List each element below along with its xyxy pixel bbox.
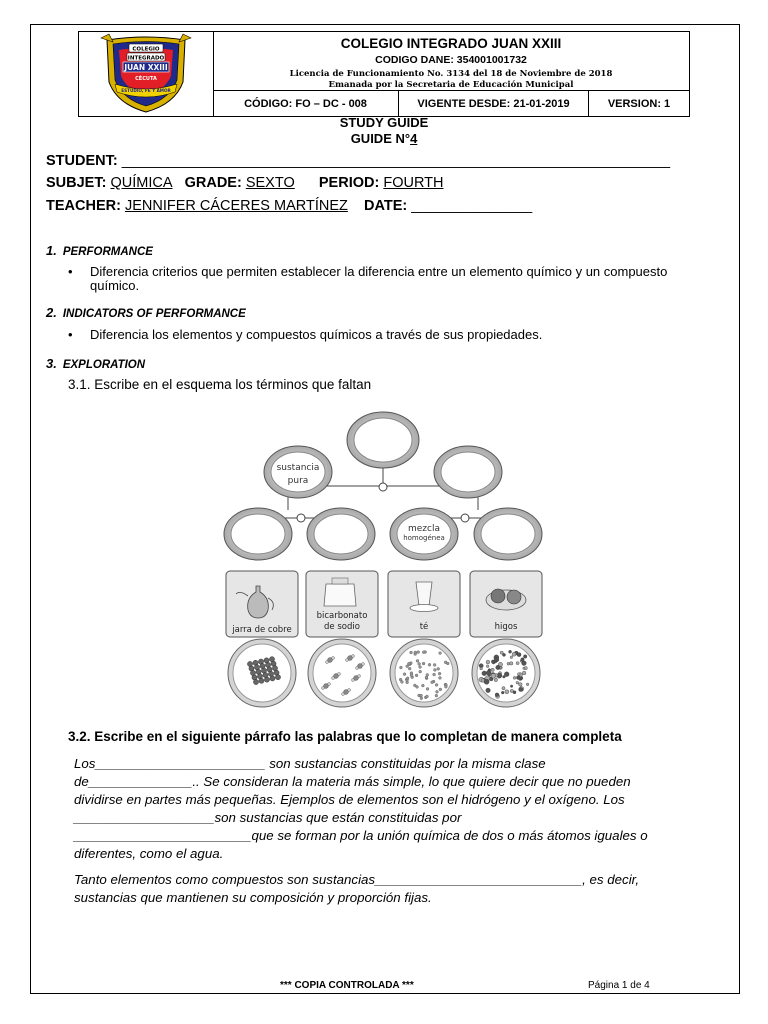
vigente-desde: VIGENTE DESDE: 21-01-2019 xyxy=(399,91,589,117)
question-3-1: 3.1. Escribe en el esquema los términos que faltan xyxy=(68,377,372,392)
header-code-row xyxy=(213,90,689,117)
student-line xyxy=(46,153,670,169)
guide-number xyxy=(0,131,768,146)
oval-label: sustancia xyxy=(276,463,320,473)
section-title: EXPLORATION xyxy=(62,359,146,371)
paragraph-line[interactable]: Tanto elementos como compuestos son sustancias____________________________, es decir, xyxy=(74,872,640,887)
study-guide-title: STUDY GUIDE xyxy=(339,115,429,130)
box-label-bicarbonato: bicarbonato xyxy=(316,611,368,621)
grade-value: SEXTO xyxy=(245,175,295,191)
paragraph-line[interactable]: ___________________son sustancias que están constituidas por xyxy=(74,810,462,825)
guide-num: 4 xyxy=(410,131,418,146)
subjet-label: SUBJET: xyxy=(46,175,107,191)
box-label-jarra: jarra de cobre xyxy=(232,625,292,635)
logo-text-motto: ESTUDIO, FE Y AMOR xyxy=(121,88,171,93)
subjet-value: QUÍMICA xyxy=(110,175,173,191)
section-indicators xyxy=(46,305,246,320)
school-shield-logo xyxy=(79,32,213,116)
question-3-2: 3.2. Escribe en el siguiente párrafo las palabras que lo completan de manera completa xyxy=(68,729,622,744)
section-number: 3. xyxy=(46,356,57,371)
doc-code: CÓDIGO: FO – DC - 008 xyxy=(213,91,399,117)
document-header xyxy=(78,31,690,117)
box-label-de-sodio: de sodio xyxy=(324,622,360,632)
teacher-value: JENNIFER CÁCERES MARTÍNEZ xyxy=(124,198,348,214)
student-blank[interactable]: ____________________________________________________________________ xyxy=(121,153,671,169)
fill-paragraph-1 xyxy=(74,755,724,863)
oval-label: homogénea xyxy=(403,534,445,542)
school-name: COLEGIO INTEGRADO JUAN XXIII xyxy=(340,36,562,51)
teacher-label: TEACHER: xyxy=(46,198,121,214)
section-exploration xyxy=(46,356,145,371)
fill-paragraph-2 xyxy=(74,871,724,907)
student-label: STUDENT: xyxy=(46,153,118,169)
classification-diagram xyxy=(222,410,550,710)
logo-cell xyxy=(79,32,214,116)
logo-text-juan: JUAN XXIII xyxy=(124,63,168,72)
emanada-text: Emanada por la Secretaria de Educación Municipal xyxy=(328,80,574,90)
date-label: DATE: xyxy=(363,198,408,214)
period-value: FOURTH xyxy=(383,175,444,191)
paragraph-line: dividirse en partes más pequeñas. Ejemplos de elementos son el hidrógeno y el oxígeno. Los xyxy=(74,792,625,807)
grade-label: GRADE: xyxy=(184,175,242,191)
license-text: Licencia de Funcionamiento No. 3134 del 18 de Noviembre de 2018 xyxy=(289,69,613,79)
indicators-bullet xyxy=(68,328,718,342)
box-label-te: té xyxy=(419,622,429,632)
version: VERSION: 1 xyxy=(607,98,671,110)
period-label: PERIOD: xyxy=(318,175,380,191)
paragraph-line[interactable]: de______________.. Se consideran la materia más simple, lo que quiere decir que no pueden xyxy=(74,774,631,789)
oval-label: pura xyxy=(287,476,309,486)
teacher-line xyxy=(46,198,532,214)
bullet-text: Diferencia criterios que permiten establecer la diferencia entre un elemento químico y un compuesto químico. xyxy=(90,264,668,293)
logo-text-integrado: INTEGRADO xyxy=(127,55,165,62)
logo-text-city: CÉCUTA xyxy=(135,76,157,82)
section-number: 1. xyxy=(46,243,57,258)
paragraph-line: diferentes, como el agua. xyxy=(74,846,224,861)
section-number: 2. xyxy=(46,305,57,320)
box-label-higos: higos xyxy=(494,622,518,632)
footer-page-number: Página 1 de 4 xyxy=(588,980,650,991)
section-title: INDICATORS OF PERFORMANCE xyxy=(62,308,246,320)
guide-prefix: GUIDE N° xyxy=(350,131,411,146)
subject-line xyxy=(46,175,444,191)
performance-bullet xyxy=(68,265,718,293)
section-title: PERFORMANCE xyxy=(62,246,153,258)
paragraph-line[interactable]: Los_______________________ son sustancias constituidas por la misma clase xyxy=(74,756,546,771)
logo-text-colegio: COLEGIO xyxy=(132,46,160,53)
header-info xyxy=(213,32,689,90)
bullet-dot-icon: • xyxy=(68,264,73,279)
bullet-text: Diferencia los elementos y compuestos químicos a través de sus propiedades. xyxy=(90,327,543,342)
paragraph-line[interactable]: ________________________que se forman por la unión química de dos o más átomos iguales o xyxy=(74,828,648,843)
oval-label: mezcla xyxy=(408,524,440,534)
date-blank[interactable]: _______________ xyxy=(411,198,533,214)
paragraph-line: sustancias que mantienen su composición y proporción fijas. xyxy=(74,890,432,905)
dane-code: CODIGO DANE: 354001001732 xyxy=(375,54,527,66)
footer-copy-controlled: *** COPIA CONTROLADA *** xyxy=(280,980,414,991)
bullet-dot-icon: • xyxy=(68,327,73,342)
section-performance xyxy=(46,243,153,258)
